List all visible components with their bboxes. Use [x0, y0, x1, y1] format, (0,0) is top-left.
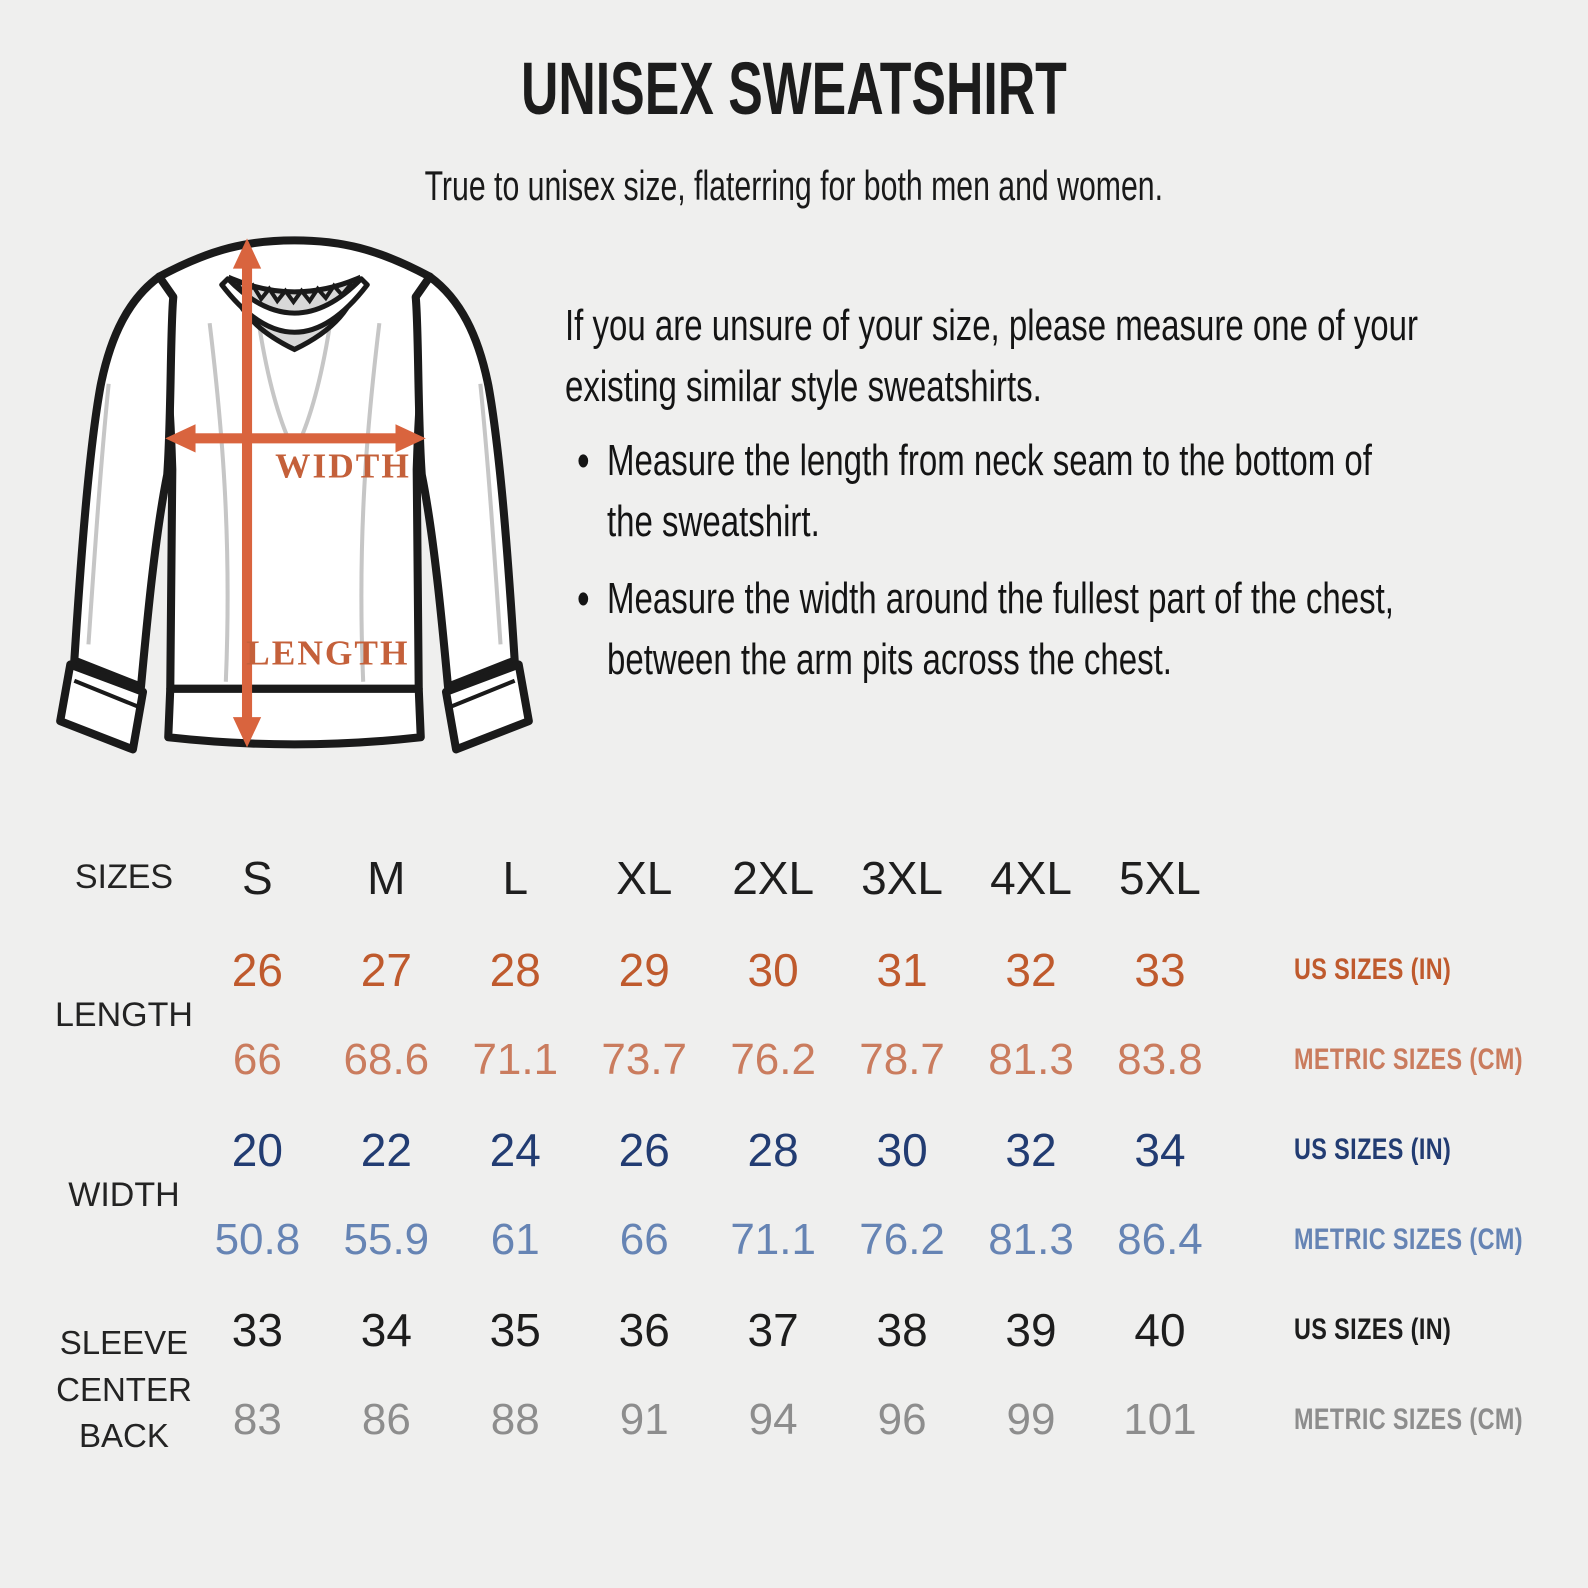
cell: 81.3 — [988, 1035, 1074, 1084]
unit-label: US SIZES (IN) — [1294, 1133, 1452, 1166]
width-us-row — [55, 1105, 1588, 1195]
cell: 66 — [619, 1215, 669, 1264]
cell: 55.9 — [343, 1215, 430, 1264]
cell: 37 — [747, 1304, 799, 1356]
size-column-header-s: S — [242, 851, 273, 904]
unit-label: US SIZES (IN) — [1294, 953, 1452, 986]
cell: 33 — [231, 1304, 283, 1356]
instruction-bullet-width: • Measure the width around the fullest part of the chest, between the arm pits across the chest. — [565, 569, 1510, 706]
size-column-header-3xl: 3XL — [861, 851, 943, 904]
cell: 28 — [747, 1124, 799, 1176]
page-title: UNISEX SWEATSHIRT — [521, 47, 1067, 130]
page-subtitle: True to unisex size, flaterring for both men and women. — [424, 162, 1164, 209]
cell: 34 — [1134, 1124, 1186, 1176]
cell: 66 — [232, 1035, 282, 1084]
cell: 81.3 — [988, 1215, 1074, 1264]
cell: 76.2 — [859, 1215, 945, 1264]
cell: 71.1 — [730, 1215, 816, 1264]
cell: 22 — [360, 1124, 412, 1176]
size-column-header-4xl: 4XL — [990, 851, 1072, 904]
length-label: LENGTH — [246, 633, 410, 673]
width-metric-row — [55, 1195, 1588, 1285]
cell: 26 — [231, 944, 283, 996]
sleeve-row-label: SLEEVE CENTER BACK — [56, 1323, 192, 1455]
cell: 86 — [361, 1395, 411, 1444]
cell: 94 — [748, 1395, 798, 1444]
cell: 78.7 — [859, 1035, 945, 1084]
measuring-instructions — [565, 296, 1510, 706]
cell: 96 — [877, 1395, 927, 1444]
size-column-header-l: L — [502, 851, 529, 904]
cell: 99 — [1006, 1395, 1056, 1444]
cell: 29 — [618, 944, 670, 996]
cell: 32 — [1005, 944, 1057, 996]
cell: 88 — [490, 1395, 540, 1444]
size-table — [55, 830, 1588, 1465]
width-label: WIDTH — [275, 446, 411, 486]
cell: 68.6 — [343, 1035, 430, 1084]
cell: 28 — [489, 944, 541, 996]
width-row-label: WIDTH — [68, 1176, 180, 1214]
unit-label: METRIC SIZES (CM) — [1294, 1043, 1524, 1076]
cell: 27 — [360, 944, 412, 996]
cell: 30 — [876, 1124, 928, 1176]
cell: 50.8 — [214, 1215, 301, 1264]
cell: 83.8 — [1117, 1035, 1203, 1084]
cell: 73.7 — [601, 1035, 688, 1084]
sleeve-us-row — [55, 1285, 1588, 1375]
sizes-header-label: SIZES — [74, 858, 174, 896]
cell: 61 — [490, 1215, 540, 1264]
size-header-row — [55, 830, 1588, 925]
cell: 36 — [618, 1304, 670, 1356]
cell: 31 — [876, 944, 928, 996]
size-column-header-2xl: 2XL — [732, 851, 815, 904]
sleeve-metric-row — [55, 1375, 1588, 1465]
cell: 30 — [747, 944, 799, 996]
cell: 26 — [618, 1124, 670, 1176]
length-metric-row — [55, 1015, 1588, 1105]
size-column-header-5xl: 5XL — [1119, 851, 1201, 904]
length-row-label: LENGTH — [55, 996, 193, 1034]
length-us-row — [55, 925, 1588, 1015]
cell: 33 — [1134, 944, 1186, 996]
cell: 86.4 — [1117, 1215, 1203, 1264]
cell: 71.1 — [472, 1035, 559, 1084]
cell: 20 — [231, 1124, 283, 1176]
cell: 34 — [360, 1304, 412, 1356]
cell: 39 — [1005, 1304, 1057, 1356]
cell: 38 — [876, 1304, 928, 1356]
unit-label: METRIC SIZES (CM) — [1294, 1403, 1524, 1436]
cell: 76.2 — [730, 1035, 816, 1084]
cell: 32 — [1005, 1124, 1057, 1176]
cell: 35 — [489, 1304, 541, 1356]
cell: 83 — [232, 1395, 282, 1444]
unit-label: US SIZES (IN) — [1294, 1313, 1452, 1346]
cell: 24 — [489, 1124, 541, 1176]
sweatshirt-diagram — [42, 232, 547, 780]
instruction-bullet-length: • Measure the length from neck seam to the bottom of the sweatshirt. — [565, 431, 1510, 568]
size-column-header-m: M — [367, 851, 406, 904]
unit-label: METRIC SIZES (CM) — [1294, 1223, 1524, 1256]
cell: 91 — [619, 1395, 669, 1444]
cell: 101 — [1123, 1395, 1197, 1444]
instructions-intro: If you are unsure of your size, please measure one of your existing similar style sweatshirts. — [565, 301, 1418, 411]
cell: 40 — [1134, 1304, 1186, 1356]
size-column-header-xl: XL — [616, 851, 673, 904]
instructions-list — [565, 431, 1510, 706]
